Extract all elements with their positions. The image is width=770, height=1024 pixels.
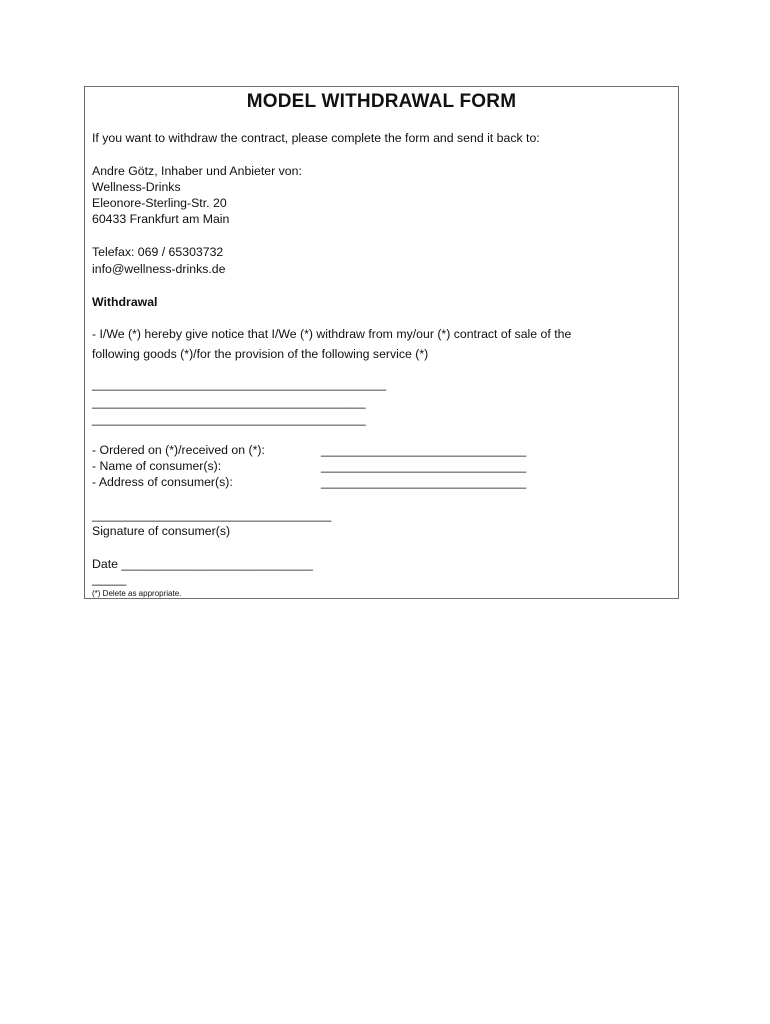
withdrawal-form (84, 86, 679, 599)
signature-label: Signature of consumer(s) (92, 524, 231, 538)
notice-line-2: following goods (*)/for the provision of the following service (*) (92, 347, 429, 361)
field-blank-ordered[interactable]: ______________________________ (321, 443, 527, 457)
field-label-ordered: - Ordered on (*)/received on (*): (92, 443, 265, 457)
notice-line-1: - I/We (*) hereby give notice that I/We (*) withdraw from my/our (*) contract of sale of the (92, 327, 572, 341)
date-line-continued[interactable]: _____ (92, 572, 127, 586)
goods-blank-1[interactable]: ___________________________________________ (92, 377, 387, 391)
address-line-1: Andre Götz, Inhaber und Anbieter von: (92, 164, 302, 178)
goods-blank-3[interactable]: ________________________________________ (92, 412, 366, 426)
date-line[interactable]: Date ____________________________ (92, 557, 313, 571)
goods-blank-2[interactable]: ________________________________________ (92, 395, 366, 409)
form-title: MODEL WITHDRAWAL FORM (246, 91, 517, 112)
field-label-name: - Name of consumer(s): (92, 459, 222, 473)
telefax: Telefax: 069 / 65303732 (92, 245, 224, 259)
withdrawal-heading: Withdrawal (92, 295, 158, 309)
field-label-address: - Address of consumer(s): (92, 475, 233, 489)
field-blank-name[interactable]: ______________________________ (321, 459, 527, 473)
address-line-3: Eleonore-Sterling-Str. 20 (92, 196, 227, 210)
address-line-4: 60433 Frankfurt am Main (92, 212, 230, 226)
field-blank-address[interactable]: ______________________________ (321, 475, 527, 489)
address-line-2: Wellness-Drinks (92, 180, 181, 194)
footnote: (*) Delete as appropriate. (92, 589, 182, 598)
email: info@wellness-drinks.de (92, 262, 226, 276)
signature-blank[interactable]: ___________________________________ (92, 508, 332, 522)
intro-text: If you want to withdraw the contract, please complete the form and send it back to: (92, 131, 540, 145)
